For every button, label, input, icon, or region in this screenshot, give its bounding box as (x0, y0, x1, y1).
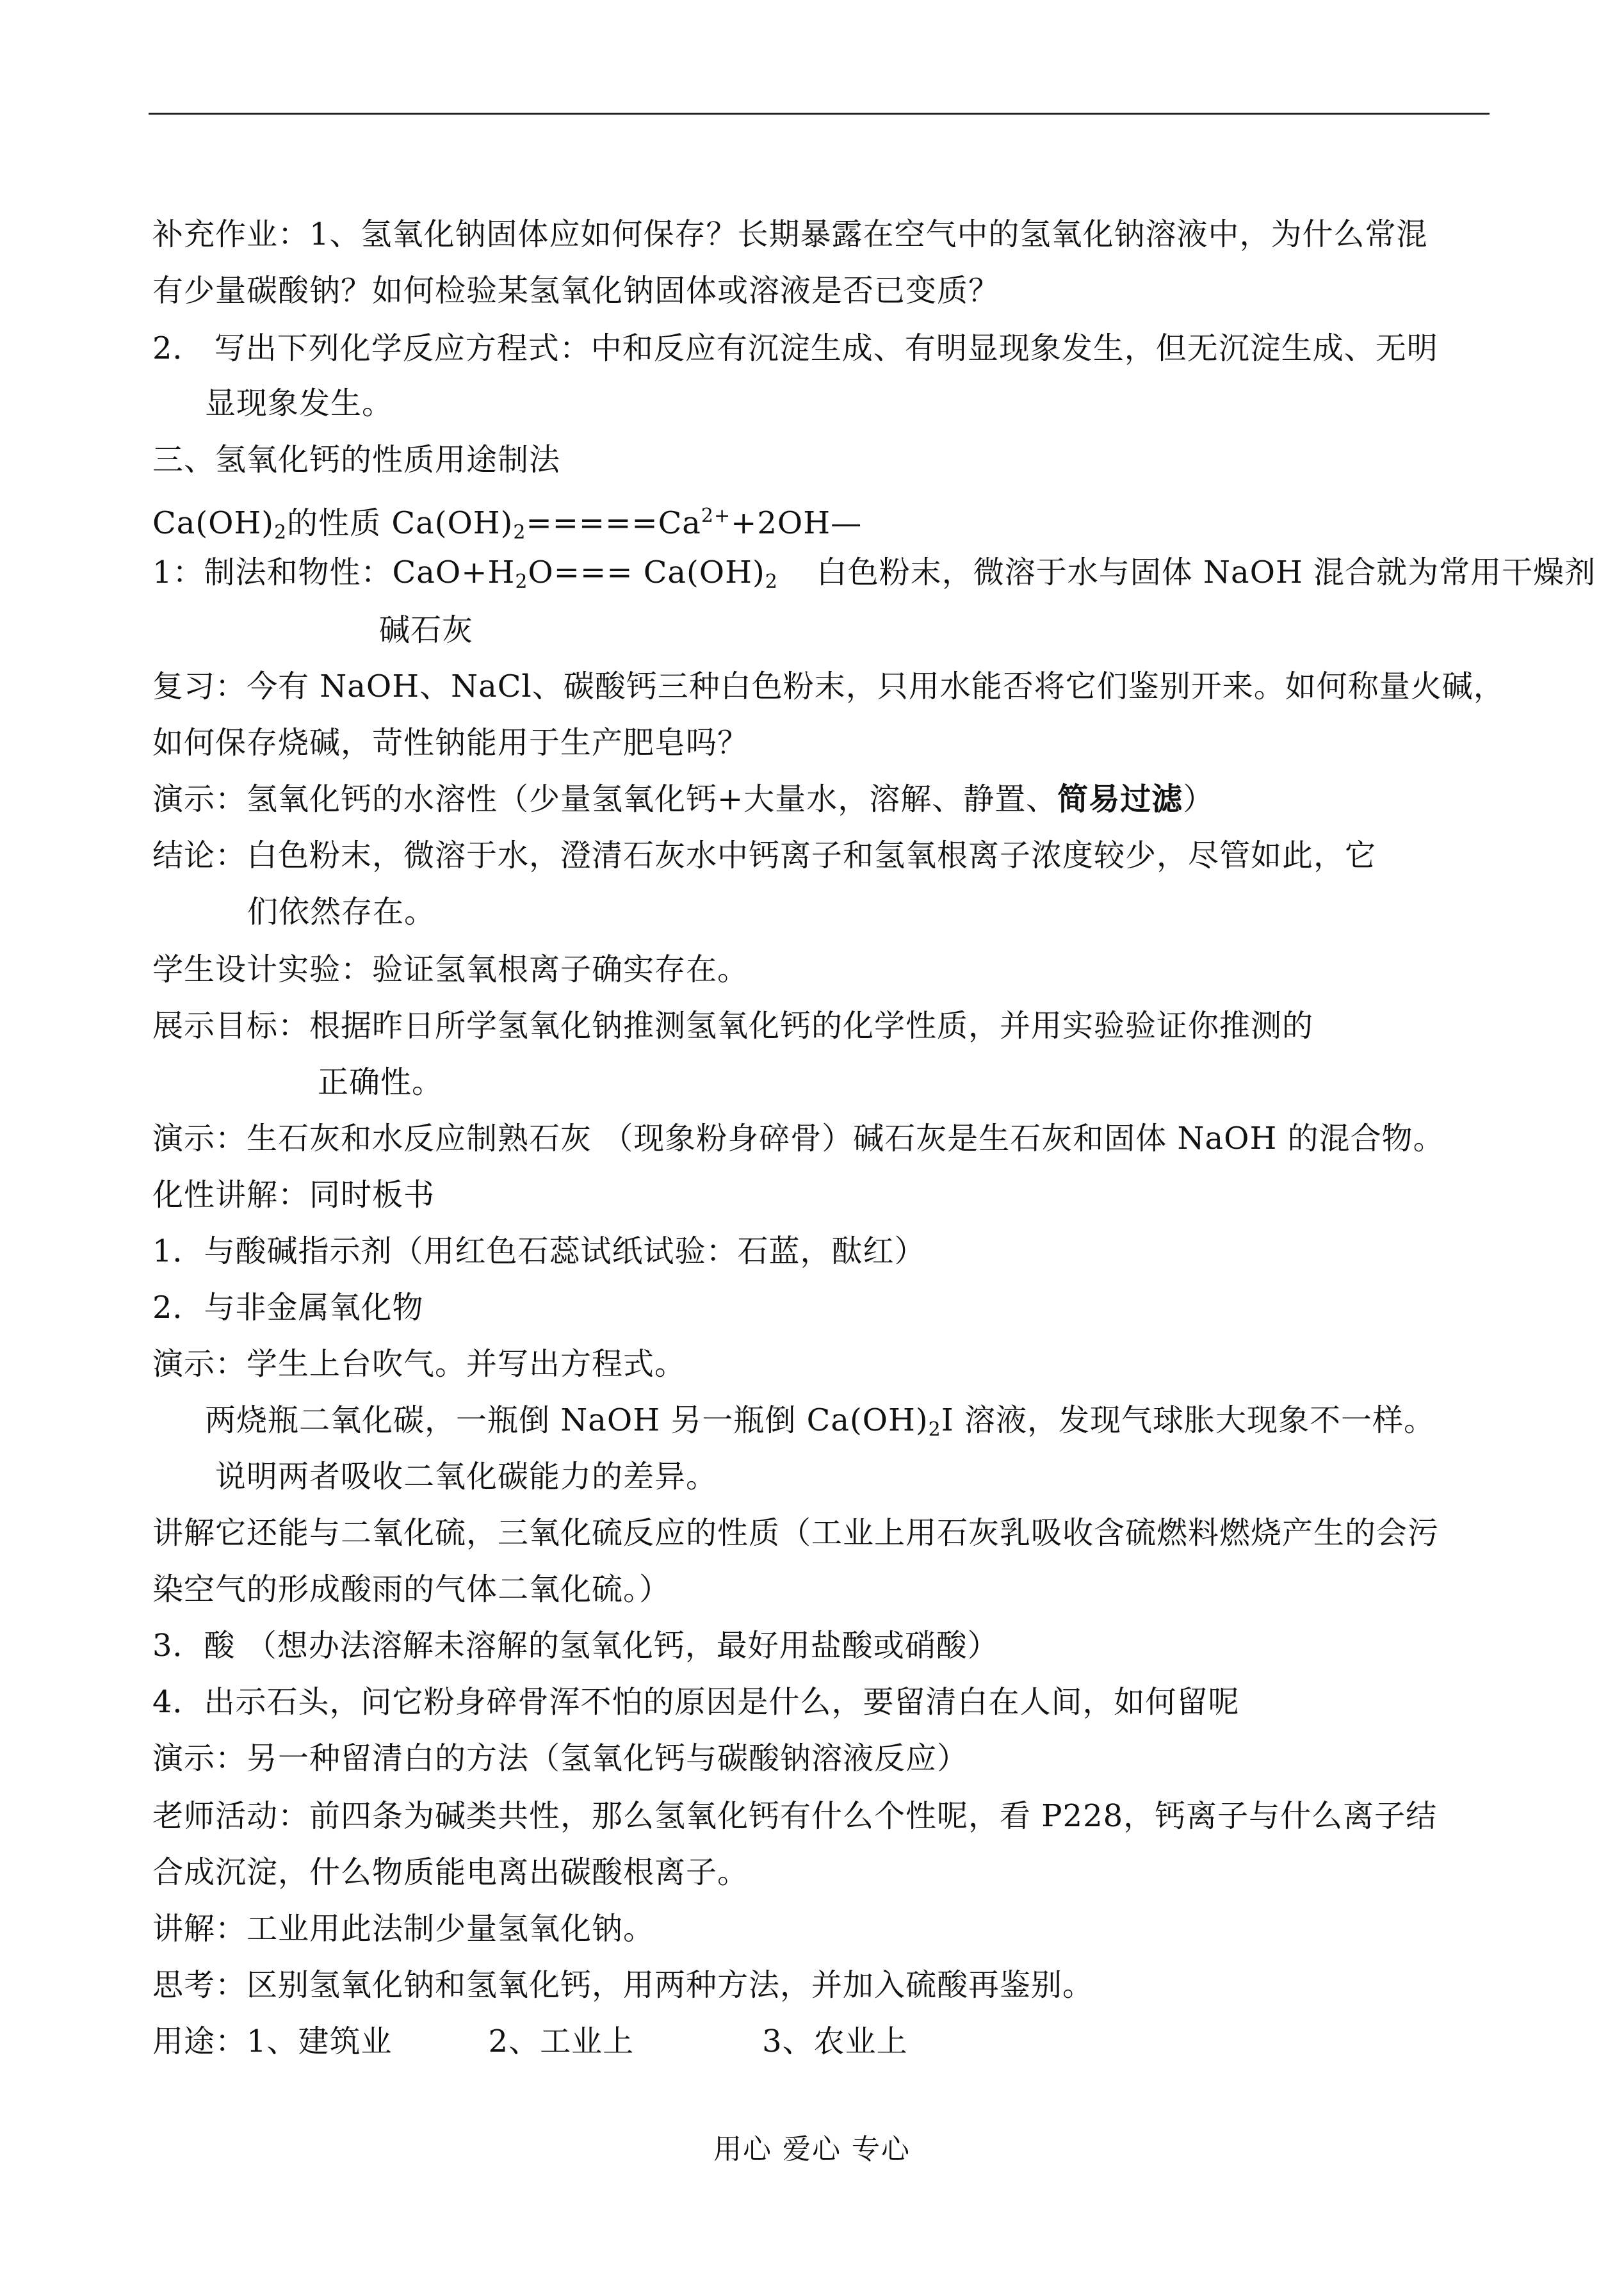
formula-text: =====Ca (526, 505, 701, 541)
text-line: 化性讲解：同时板书 (152, 1177, 435, 1213)
text-segment: 3、农业上 (762, 2023, 908, 2059)
text-line: 思考：区别氢氧化钠和氢氧化钙，用两种方法，并加入硫酸再鉴别。 (152, 1967, 1094, 2003)
text-segment: 用途：1、建筑业 (152, 2023, 393, 2059)
text-line: 演示：生石灰和水反应制熟石灰 （现象粉身碎骨）碱石灰是生石灰和固体 NaOH 的混合物。 (152, 1121, 1445, 1156)
text-line: 显现象发生。 (205, 385, 394, 421)
text-line: 染空气的形成酸雨的气体二氧化硫。） (152, 1571, 671, 1607)
text-line: 复习：今有 NaOH、NaCl、碳酸钙三种白色粉末，只用水能否将它们鉴别开来。如何称量火碱， (152, 669, 1505, 704)
subscript: 2 (515, 571, 528, 593)
text-line: 们依然存在。 (247, 894, 436, 930)
text-line: 2．与非金属氧化物 (152, 1290, 424, 1326)
text-line: 2． 写出下列化学反应方程式：中和反应有沉淀生成、有明显现象发生，但无沉淀生成、无明 (152, 330, 1438, 366)
text-line: 展示目标：根据昨日所学氢氧化钠推测氢氧化钙的化学性质，并用实验验证你推测的 (152, 1008, 1314, 1044)
text-line: 老师活动：前四条为碱类共性，那么氢氧化钙有什么个性呢，看 P228，钙离子与什么离子结 (152, 1798, 1438, 1834)
text-segment: ） (1183, 781, 1215, 817)
subscript: 2 (765, 571, 778, 593)
text-line: 碱石灰 (379, 612, 474, 648)
formula-line (152, 553, 1596, 601)
text-line: 演示：学生上台吹气。并写出方程式。 (152, 1346, 686, 1382)
text-line: 讲解它还能与二氧化硫，三氧化硫反应的性质（工业上用石灰乳吸收含硫燃料燃烧产生的会污 (152, 1515, 1440, 1551)
text-segment: 演示：氢氧化钙的水溶性（少量氢氧化钙+大量水，溶解、静置、 (152, 781, 1058, 817)
text-line: 讲解：工业用此法制少量氢氧化钠。 (152, 1911, 655, 1947)
text-line: 3．酸 （想办法溶解未溶解的氢氧化钙，最好用盐酸或硝酸） (152, 1628, 999, 1664)
header-rule (149, 113, 1490, 115)
superscript: 2+ (701, 505, 731, 527)
formula-text: Ca(OH) (152, 505, 275, 541)
text-line (152, 780, 1214, 818)
subscript: 2 (928, 1418, 941, 1441)
formula-text: 白色粉末，微溶于水与固体 NaOH 混合就为常用干燥剂 (816, 555, 1596, 590)
text-line: 说明两者吸收二氧化碳能力的差异。 (215, 1459, 718, 1495)
text-line: 有少量碳酸钠？如何检验某氢氧化钠固体或溶液是否已变质？ (152, 273, 1000, 309)
text-line: 结论：白色粉末，微溶于水，澄清石灰水中钙离子和氢氧根离子浓度较少，尽管如此，它 (152, 838, 1377, 873)
formula-text: O=== Ca(OH) (528, 555, 765, 590)
formula-text: +2OH— (731, 505, 863, 541)
text-line (152, 2022, 908, 2061)
text-line: 1．与酸碱指示剂（用红色石蕊试纸试验：石蓝，酞红） (152, 1233, 926, 1269)
text-line: 补充作业：1、氢氧化钠固体应如何保存？长期暴露在空气中的氢氧化钠溶液中，为什么常混 (152, 216, 1428, 252)
subscript: 2 (513, 521, 526, 544)
page-footer: 用心 爱心 专心 (713, 2133, 911, 2166)
bold-text: 简易过滤 (1057, 781, 1183, 817)
text-line: 如何保存烧碱，苛性钠能用于生产肥皂吗？ (152, 725, 749, 761)
text-line: 学生设计实验：验证氢氧根离子确实存在。 (152, 952, 749, 987)
section-heading: 三、氢氧化钙的性质用途制法 (152, 442, 561, 478)
subscript: 2 (274, 521, 288, 544)
formula-line (152, 497, 862, 552)
formula-text: 1：制法和物性：CaO+H (152, 555, 516, 590)
text-line: 合成沉淀，什么物质能电离出碳酸根离子。 (152, 1854, 749, 1890)
text-segment: I 溶液，发现气球胀大现象不一样。 (941, 1402, 1435, 1438)
formula-text: 的性质 Ca(OH) (287, 505, 514, 541)
text-line: 正确性。 (318, 1064, 444, 1100)
text-line (205, 1401, 1435, 1449)
text-segment: 2、工业上 (488, 2023, 635, 2059)
text-segment: 两烧瓶二氧化碳，一瓶倒 NaOH 另一瓶倒 Ca(OH) (205, 1402, 929, 1438)
text-line: 4．出示石头，问它粉身碎骨浑不怕的原因是什么，要留清白在人间，如何留呢 (152, 1684, 1240, 1720)
text-line: 演示：另一种留清白的方法（氢氧化钙与碳酸钠溶液反应） (152, 1740, 969, 1776)
